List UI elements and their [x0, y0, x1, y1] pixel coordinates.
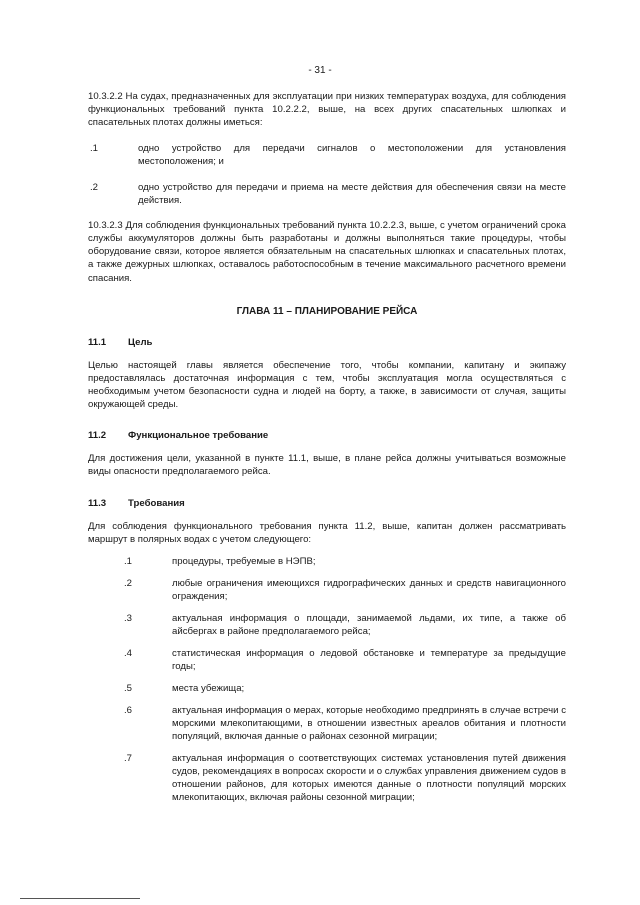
list-item [88, 577, 566, 603]
item-text: любые ограничения имеющихся гидрографических данных и средств навигационного ограждения; [172, 577, 566, 602]
section-text-11-1: Целью настоящей главы является обеспечение того, чтобы компании, капитану и экипажу предоставлялась достаточная информация с тем, чтобы эксплуатация могла осуществляться с необходимым учетом безопасности судна и людей на борту, а также, в зависимости от случая, защиты окружающей среды. [88, 360, 566, 411]
list-item [88, 752, 566, 804]
list-11-3 [88, 555, 566, 805]
item-number: .3 [124, 612, 133, 624]
list-item [88, 142, 566, 168]
footer-rule [20, 898, 140, 899]
section-heading-11-1 [88, 336, 566, 349]
list-item [88, 612, 566, 638]
page-number: - 31 - [308, 65, 332, 76]
page-content [88, 90, 566, 804]
section-text-11-2: Для достижения цели, указанной в пункте 11.1, выше, в плане рейса должны учитываться возможные виды опасности предполагаемого рейса. [88, 453, 566, 478]
item-text: статистическая информация о ледовой обстановке и температуре за предыдущие годы; [172, 647, 566, 672]
item-text: процедуры, требуемые в НЭПВ; [172, 555, 316, 567]
list-item [88, 181, 566, 207]
item-text: одно устройство для передачи сигналов о местоположении для установления местоположения; и [138, 143, 566, 168]
section-title: Функциональное требование [128, 430, 269, 442]
list-10-3-2-2 [88, 142, 566, 207]
item-number: .2 [90, 182, 99, 194]
list-item [88, 647, 566, 673]
item-number: .1 [90, 143, 99, 155]
section-number: 11.3 [88, 497, 107, 509]
list-item [88, 704, 566, 743]
section-title: Требования [128, 497, 185, 509]
item-number: .7 [124, 753, 133, 765]
section-number: 11.2 [88, 430, 107, 442]
list-item [88, 555, 566, 568]
chapter-title: ГЛАВА 11 – ПЛАНИРОВАНИЕ РЕЙСА [236, 305, 418, 317]
item-text: одно устройство для передачи и приема на месте действия для обеспечения связи на месте действия. [138, 182, 566, 207]
item-number: .5 [124, 683, 133, 694]
item-text: актуальная информация о мерах, которые необходимо предпринять в случае встречи с морскими млекопитающими, в отношении известных ареалов обитания и плотности популяций, включая данные о районах сезонной миграции; [172, 705, 566, 743]
paragraph-10-3-2-3: 10.3.2.3 Для соблюдения функциональных требований пункта 10.2.2.3, выше, с учетом ограничений срока службы аккумуляторов должны быть разработаны и должны выполняться такие процедуры, чтобы оборудование связи, которое является обязательным на спасательных шлюпках и спасательных плотах, а также дежурных шлюпках, оставалось работоспособным в течение максимального расчетного времени спасания. [88, 220, 566, 284]
section-text-11-3: Для соблюдения функционального требования пункта 11.2, выше, капитан должен рассматривать маршрут в полярных водах с учетом следующего: [88, 520, 566, 545]
section-title: Цель [128, 337, 153, 349]
item-number: .1 [124, 555, 133, 567]
section-heading-11-2 [88, 429, 566, 442]
item-number: .2 [124, 577, 133, 589]
item-number: .4 [124, 647, 133, 659]
list-item [88, 682, 566, 695]
item-text: актуальная информация о соответствующих системах установления путей движения судов, рекомендациях в вопросах скорости и о службах управления движением судов в отношении районов, для которых имеются данные о плотности популяций морских млекопитающих, включая районы сезонной миграции; [172, 753, 566, 804]
item-text: места убежища; [172, 683, 245, 694]
item-number: .6 [124, 705, 133, 717]
section-heading-11-3 [88, 497, 566, 510]
section-number: 11.1 [88, 337, 107, 349]
item-text: актуальная информация о площади, занимаемой льдами, их типе, а также об айсбергах в районе предполагаемого рейса; [172, 612, 566, 637]
paragraph-10-3-2-2: 10.3.2.2 На судах, предназначенных для эксплуатации при низких температурах воздуха, для соблюдения функциональных требований пункта 10.2.2.2, выше, на всех других спасательных шлюпках и спасательных плотах должны иметься: [88, 91, 566, 129]
